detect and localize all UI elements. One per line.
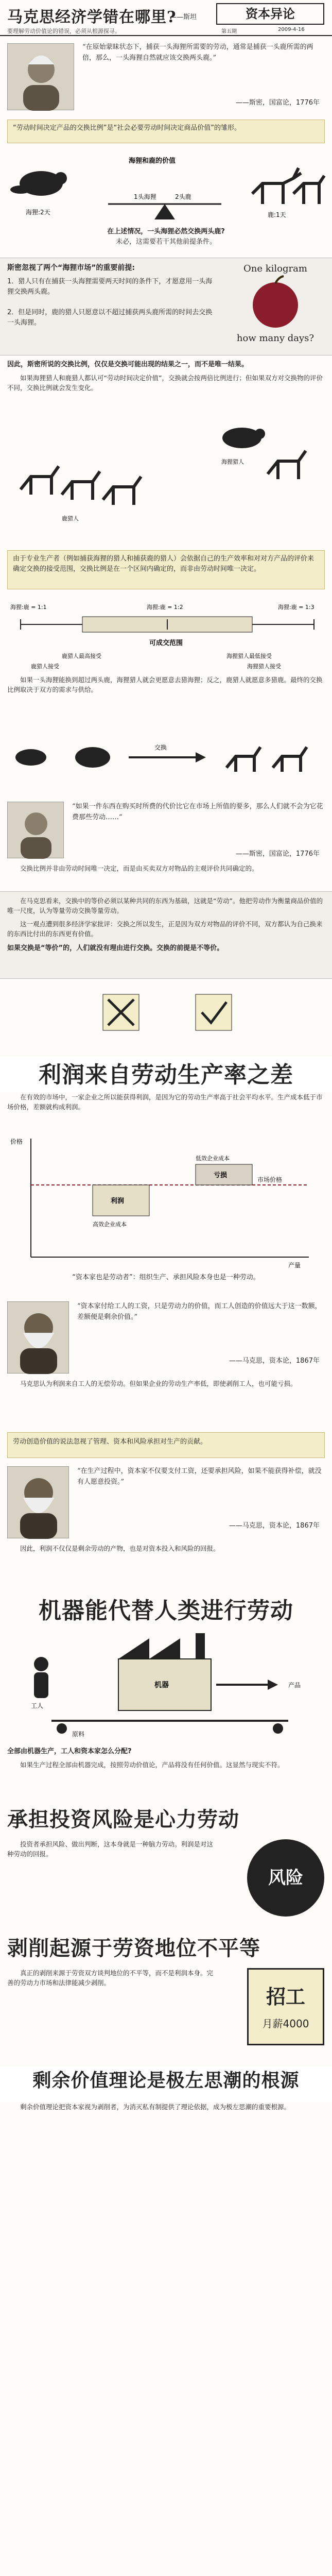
- marx3-para: 因此，利润不仅仅是剩余劳动的产物，也是对资本投入和风险的回报。: [20, 1545, 220, 1552]
- smith-quote-2-source: ——斯密，国富论，1776年: [235, 850, 320, 858]
- conveyor-icon: [51, 1721, 288, 1734]
- section1-answer-text: 因此，斯密所说的交换比例，仅仅是交换可能出现的结果之一，而不是唯一结果。: [7, 361, 249, 368]
- beaver-icon: [10, 171, 67, 196]
- exchange-range-svg: [0, 594, 332, 671]
- section1-para: 如果海狸猎人和鹿猎人都认可“劳动时间决定价值”，交换就会按两倍比例进行；但如果双方对交换物的评价不同，交换比例就会发生变化。: [7, 374, 323, 392]
- marx-section-2: [0, 1298, 332, 1427]
- market-price-label: 市场价格: [257, 1176, 283, 1183]
- market-para: [0, 675, 332, 721]
- labor-time-note: [7, 120, 325, 143]
- adam-smith-portrait: [7, 43, 74, 110]
- page-title: 马克思经济学错在哪里?: [7, 8, 177, 26]
- labor-time-note-text: “劳动时间决定产品的交换比例”是“社会必要劳动时间决定商品价值”的雏形。: [13, 124, 241, 132]
- check-icon: [196, 994, 232, 1030]
- risk-para: 投资者承担风险、做出判断，这本身就是一种脑力劳动。利润是对这种劳动的回报。: [7, 1840, 214, 1858]
- scale-label: 海狸和鹿的价值: [129, 157, 176, 165]
- headline-machine-text: 机器能代替人类进行劳动: [39, 1598, 293, 1624]
- profit-note-text: “资本家也是劳动者”：组织生产、承担风险本身也是一种劳动。: [72, 1274, 260, 1281]
- arrow-icon: [216, 1680, 278, 1690]
- range-label: 可成交范围: [149, 639, 183, 647]
- one-kilogram-label: One kilogram: [243, 263, 307, 274]
- marx2-para: 马克思认为利润来自工人的无偿劳动。但如果企业的劳动生产率低，即使剥削工人，也可能亏损。: [20, 1380, 297, 1387]
- trade-left-label: 1头海狸: [134, 193, 156, 200]
- section-smith-premises: [0, 258, 332, 355]
- deer-hunter-caption: 鹿猎人: [62, 515, 79, 522]
- lead-text: 要理解劳动价值论的错误，必须从根源探寻。: [7, 28, 120, 35]
- headline-profit-text: 利润来自劳动生产率之差: [39, 1062, 293, 1088]
- section1-answer: [0, 360, 332, 391]
- marx1-answer: 如果交换是“等价”的，人们就没有理由进行交换。交换的前提是不等价。: [7, 944, 224, 952]
- cost-high-label: 低效企业成本: [196, 1155, 230, 1162]
- midquote-para: 交换比例并非由劳动时间唯一决定，而是由买卖双方对物品的主观评价共同确定的。: [20, 865, 258, 872]
- premise-2: 2．但是同时，鹿的猎人只愿意以不超过捕获两头鹿所需的时间去交换一头海狸。: [7, 309, 213, 327]
- trade-chain-graphic: [0, 726, 332, 793]
- trade-chain-svg: [0, 726, 332, 793]
- hiring-sign: [247, 1968, 324, 2045]
- hl1-para-text: 在有效的市场中，一家企业之所以能获得利润，是因为它的劳动生产率高于社会平均水平。生产成本低于市场价格，差额就构成利润。: [7, 1093, 323, 1111]
- smith-quote-2: “如果一件东西在购买时所费的代价比它在市场上所值的要多，那么人们就不会为它花费那些劳动……”: [72, 803, 323, 821]
- headline-risk: [0, 1803, 332, 1839]
- issue-number: 第五期: [221, 29, 237, 35]
- marx-section-1: [0, 891, 332, 979]
- right-end-label: 海狸猎人最低接受: [226, 653, 272, 659]
- intro-question: [0, 227, 332, 252]
- marx-section-3: [0, 1463, 332, 1582]
- marx-quote-1-source: ——马克思，资本论，1867年: [229, 1357, 320, 1365]
- exploit-section: [0, 1968, 332, 2056]
- axis-left-label: 海狸:鹿 = 1:1: [10, 604, 47, 611]
- logo: 资本异论: [216, 3, 324, 25]
- worker-icon: [34, 1657, 48, 1698]
- profit-chart-svg: [0, 1128, 332, 1273]
- left-end-label: 鹿猎人最高接受: [62, 653, 101, 659]
- intro-quote-section: [0, 40, 332, 117]
- machine-question: 全部由机器生产，工人和资本家怎么分配?: [7, 1748, 132, 1755]
- material-label: 原料: [72, 1731, 85, 1738]
- beaver-icon: [15, 749, 46, 766]
- beaver-time-label: 海狸:2天: [26, 209, 50, 216]
- factory-diagram: [0, 1628, 332, 1741]
- adam-smith-portrait: [7, 802, 64, 858]
- balance-svg: [0, 984, 332, 1051]
- headline-final: [0, 2066, 332, 2102]
- header: [0, 0, 332, 36]
- marx1-quote: 这一观点遭到很多经济学家批评：交换之所以发生，正是因为双方对物品的评价不同，双方都认为自己换来的东西比付出的东西更有价值。: [7, 920, 323, 938]
- marx2-box: [7, 1432, 325, 1458]
- beaver-hunter-caption: 海狸猎人: [221, 459, 244, 465]
- scale-icon: [108, 204, 221, 219]
- machine-para: 如果生产过程全部由机器完成，按照劳动价值论，产品将没有任何价值。这显然与现实不符。: [20, 1760, 284, 1769]
- marx-quote-2: “在生产过程中，资本家不仅要支付工资，还要承担风险，如果不能获得补偿，就没有人愿意投资。”: [77, 1467, 322, 1486]
- factory-svg: [0, 1628, 332, 1741]
- beaver-deer-illustration: [0, 147, 332, 225]
- product-label: 产品: [288, 1682, 301, 1689]
- answer-1: 未必，这需要若干其他前提条件。: [115, 238, 216, 246]
- headline-exploit-text: 剥削起源于劳资地位不平等: [7, 1937, 260, 1960]
- loss-label: 亏损: [214, 1172, 228, 1179]
- profit-ylabel: 价格: [10, 1138, 23, 1145]
- apple-icon: [226, 274, 324, 331]
- market-para-text: 如果一头海狸能换到超过两头鹿，海狸猎人就会更愿意去猎海狸；反之，鹿猎人就愿意多猎鹿。最终的交换比例取决于双方的需求与供给。: [7, 676, 323, 694]
- final-para: 剩余价值理论把资本家视为剥削者，为消灭私有制提供了理论依据，成为极左思潮的重要根源。: [20, 2103, 291, 2111]
- apple-illustration: [226, 263, 324, 351]
- marx2-box-text: 劳动创造价值的说法忽视了管理、资本和风险承担对生产的贡献。: [13, 1438, 207, 1446]
- deer-icon: [226, 747, 260, 772]
- deer-herd-icon: [21, 466, 141, 505]
- cost-low-label: 高效企业成本: [93, 1221, 127, 1228]
- beaver-deer-svg: [0, 147, 332, 225]
- balance-graphic: [0, 984, 332, 1051]
- premise-1: 1．猎人只有在捕获一头海狸需要两天时间的条件下，才愿意用一头海狸交换两头鹿。: [7, 278, 213, 296]
- premises-heading: 斯密忽视了两个“海狸市场”的重要前提:: [7, 264, 135, 272]
- hog-icon: [75, 747, 110, 768]
- headline-risk-text: 承担投资风险是心力劳动: [7, 1808, 239, 1832]
- beaver-icon: [222, 428, 265, 448]
- risk-section: [0, 1839, 332, 1922]
- market-summary-text: 由于专业生产者（例如捕获海狸的猎人和捕获鹿的猎人）会依据自己的生产效率和对对方产品的评价来确定交换的接受范围，交换比例是在一个区间内确定的，而非由劳动时间唯一决定。: [13, 555, 314, 573]
- marx-portrait: [7, 1466, 69, 1538]
- headline-final-text: 剩余价值理论是极左思潮的根源: [32, 2070, 300, 2091]
- mid-quote-section: [0, 799, 332, 886]
- question-1: 在上述情况，一头海狸必然交换两头鹿?: [107, 228, 225, 235]
- market-graphic: [0, 412, 332, 546]
- hl1-para: [0, 1092, 332, 1123]
- deer-accepts-label: 鹿猎人接受: [31, 663, 59, 670]
- headline-exploit: [0, 1932, 332, 1968]
- hiring-sign-title: 招工: [266, 1986, 305, 2008]
- marx1-para: 在马克思看来，交换中的等价必须以某种共同的东西为基础，这就是“劳动”。他把劳动作为衡量商品价值的唯一尺度，认为等量劳动交换等量劳动。: [7, 897, 323, 915]
- profit-xlabel: 产量: [288, 1262, 301, 1269]
- beaver-accepts-label: 海狸猎人接受: [247, 663, 281, 670]
- profit-note: [0, 1273, 332, 1293]
- smith-quote-source: ——斯密，国富论，1776年: [235, 99, 320, 107]
- arrow-icon: [129, 752, 206, 762]
- trade-chain-label: 交换: [154, 744, 167, 751]
- market-summary: [7, 550, 325, 589]
- machine-label: 机器: [154, 1681, 169, 1689]
- machine-text: [0, 1747, 332, 1793]
- cross-icon: [103, 994, 139, 1030]
- how-many-days-label: how many days?: [236, 333, 314, 344]
- hiring-sign-wage: 月薪4000: [262, 2018, 309, 2030]
- byline: ——斯坦: [170, 13, 197, 21]
- factory-icon: [118, 1633, 211, 1710]
- exchange-range-diagram: [0, 594, 332, 671]
- issue-date: 2009-4-16: [278, 27, 305, 32]
- headline-profit: [0, 1056, 332, 1092]
- worker-label: 工人: [31, 1702, 44, 1709]
- deer-icon: [273, 747, 307, 772]
- market-svg: [0, 412, 332, 546]
- deer-icon: [268, 451, 306, 479]
- marx-quote-1: “资本家付给工人的工资，只是劳动力的价值，而工人创造的价值远大于这一数额，差额便是剩余价值。”: [77, 1302, 322, 1321]
- marx-quote-2-source: ——马克思，资本论，1867年: [229, 1522, 320, 1530]
- trade-right-label: 2头鹿: [175, 193, 191, 200]
- axis-mid-label: 海狸:鹿 = 1:2: [147, 604, 183, 611]
- deer-icon: [252, 168, 324, 204]
- profit-chart: [0, 1128, 332, 1273]
- marx-portrait: [7, 1301, 69, 1374]
- profit-label: 利润: [111, 1197, 125, 1205]
- axis-right-label: 海狸:鹿 = 1:3: [278, 604, 314, 611]
- risk-badge: 风险: [247, 1839, 324, 1917]
- deer-time-label: 鹿:1天: [268, 211, 286, 218]
- exploit-para: 真正的剥削来源于劳资双方谈判地位的不平等，而不是利润本身。完善的劳动力市场和法律能减少剥削。: [7, 1969, 214, 1987]
- headline-machine: [0, 1592, 332, 1628]
- smith-quote: “在原始蒙昧状态下，捕获一头海狸所需要的劳动，通常是捕获一头鹿所需的两倍，那么，一头海狸自然就应该交换两头鹿。”: [82, 43, 313, 62]
- final-section: [0, 2102, 332, 2148]
